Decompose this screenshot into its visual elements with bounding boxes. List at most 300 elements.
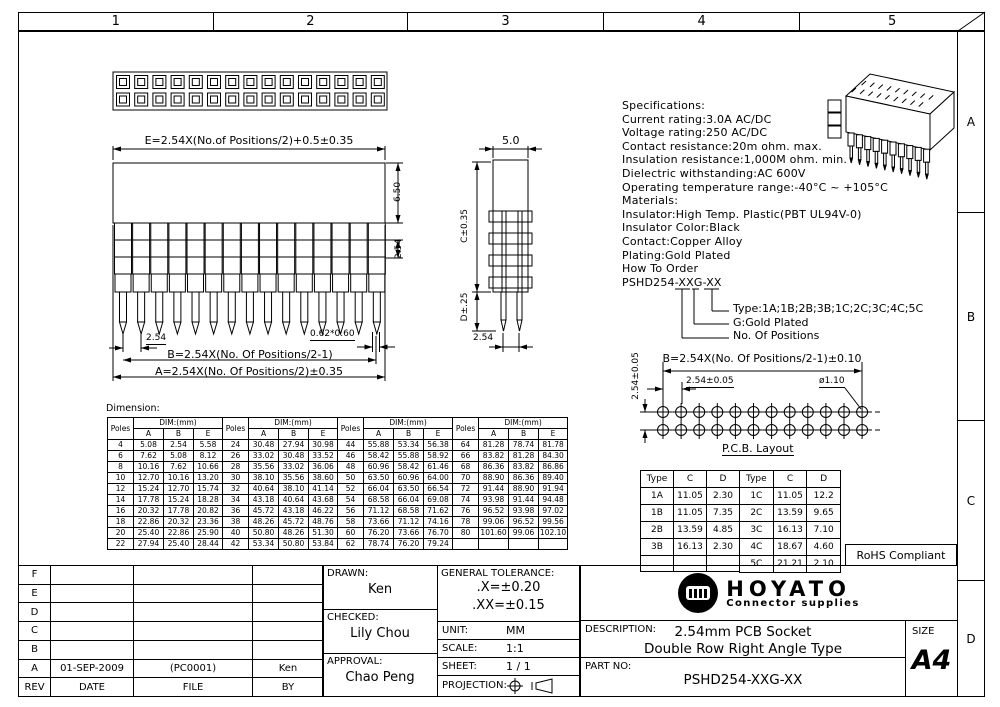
type-header-cell: C (674, 471, 707, 488)
tolerance-block (437, 565, 580, 697)
dim-table-cell: 78.74 (364, 539, 394, 550)
dim-table-cell: 91.44 (479, 484, 509, 495)
revision-cell (51, 622, 134, 641)
dim-table-cell: 58 (338, 517, 364, 528)
revision-cell: A (19, 659, 51, 678)
dim-table-cell: 10 (108, 473, 134, 484)
checked-row (323, 610, 437, 654)
dim-table-cell: 10.66 (194, 462, 223, 473)
dim-table-cell: 64.00 (424, 473, 453, 484)
order-plating-label: G:Gold Plated (733, 316, 809, 329)
company-logo-box (580, 565, 958, 621)
dim-table-cell: 34 (223, 495, 249, 506)
dim-table-cell: 68 (453, 462, 479, 473)
dim-table-cell: 40.64 (249, 484, 279, 495)
dim-table-cell: 60.96 (394, 473, 424, 484)
dim-table-cell: 20.32 (134, 506, 164, 517)
dim-table-cell: 41.14 (309, 484, 338, 495)
zone-number-3: 3 (408, 13, 604, 30)
dim-table-cell: 99.06 (509, 528, 539, 539)
scale-value: 1:1 (506, 642, 524, 655)
type-table-row (641, 505, 740, 522)
description-line-1: 2.54mm PCB Socket (674, 624, 812, 640)
dim-table-cell: 81.28 (509, 451, 539, 462)
dim-pitch-label: 2.54 (146, 333, 167, 343)
dim-height-label: 6.50 (393, 181, 404, 202)
dim-table-cell: 28.44 (194, 539, 223, 550)
dim-table-cell: 40 (223, 528, 249, 539)
dim-table-cell: 74.16 (424, 517, 453, 528)
part-number-box (580, 657, 906, 697)
dim-table-cell: 23.36 (194, 517, 223, 528)
dim-table-cell: 5.58 (194, 440, 223, 451)
dim-subheader: B (279, 429, 309, 440)
dim-subheader: B (509, 429, 539, 440)
dim-table-cell: 42 (223, 539, 249, 550)
type-table-cell: 9.65 (807, 505, 841, 522)
dim-table-row (108, 506, 568, 517)
dim-table-cell: 56.38 (424, 440, 453, 451)
tolerance-line-2: .XX=±0.15 (472, 598, 545, 613)
rohs-badge: RoHS Compliant (845, 544, 957, 566)
tr-el (740, 471, 841, 488)
type-table-cell: 11.05 (674, 488, 707, 505)
dim-subheader: A (364, 429, 394, 440)
dim-table-cell: 81.28 (479, 440, 509, 451)
spec-line: Contact resistance:20m ohm. max. (622, 139, 822, 153)
dim-table-cell: 76.20 (394, 539, 424, 550)
dim-table-cell: 38.60 (309, 473, 338, 484)
tr-el (108, 418, 568, 429)
i-el (699, 589, 702, 598)
dim-table-cell: 86.86 (539, 462, 568, 473)
dim-subheader: A (479, 429, 509, 440)
revision-footer-cell: REV (19, 678, 51, 697)
type-table-row (641, 539, 740, 556)
type-table-cell: 4.85 (707, 522, 740, 539)
dim-table-cell: 12 (108, 484, 134, 495)
dim-table-row (108, 539, 568, 550)
dim-table-cell: 15.24 (164, 495, 194, 506)
dim-table-cell: 48.26 (279, 528, 309, 539)
pcb-hole-label: ø1.10 (819, 376, 845, 386)
dim-table-cell: 66.04 (364, 484, 394, 495)
dim-header-mm: DIM:(mm) (134, 418, 223, 429)
spec-line: Insulator:High Temp. Plastic(PBT UL94V-0) (622, 207, 862, 221)
type-table-right (739, 470, 841, 573)
dim-table-cell: 74 (453, 495, 479, 506)
revision-cell (253, 603, 324, 622)
dim-header-mm: DIM:(mm) (364, 418, 453, 429)
dim-table-cell: 76 (453, 506, 479, 517)
dim-table-cell: 89.40 (539, 473, 568, 484)
dim-header-mm: DIM:(mm) (249, 418, 338, 429)
dim-table-cell: 22.86 (134, 517, 164, 528)
dim-table-cell: 32 (223, 484, 249, 495)
dim-table-cell (509, 539, 539, 550)
dim-table-cell: 46.22 (309, 506, 338, 517)
dim-table-cell: 91.44 (509, 495, 539, 506)
type-table-cell: 2B (641, 522, 674, 539)
dim-table-cell: 40.64 (279, 495, 309, 506)
dim-table-cell: 83.82 (509, 462, 539, 473)
dim-table-cell: 96.52 (509, 517, 539, 528)
zone-number-1: 1 (19, 13, 214, 30)
dim-e-label: E=2.54X(No.of Positions/2)+0.5±0.35 (144, 134, 354, 147)
dim-header-poles: Poles (223, 418, 249, 440)
dim-table-cell: 64 (453, 440, 479, 451)
type-table-cell: 2C (740, 505, 774, 522)
spec-line: Specifications: (622, 99, 706, 112)
revision-cell (253, 584, 324, 603)
dim-table-cell: 97.02 (539, 506, 568, 517)
dim-header-poles: Poles (108, 418, 134, 440)
type-table-cell: 5C (740, 556, 774, 573)
dim-table-cell: 17.78 (164, 506, 194, 517)
dim-table-cell: 33.02 (249, 451, 279, 462)
dim-table-cell: 38.10 (249, 473, 279, 484)
dim-table-cell: 72 (453, 484, 479, 495)
signature-block (322, 565, 438, 697)
dim-table-cell: 13.20 (194, 473, 223, 484)
dim-table-cell: 55.88 (394, 451, 424, 462)
approval-name: Chao Peng (345, 670, 415, 685)
dim-table-cell: 76.70 (424, 528, 453, 539)
dim-table-row (108, 528, 568, 539)
dim-table-cell: 45.72 (279, 517, 309, 528)
dim-subheader: B (394, 429, 424, 440)
dim-table-cell: 93.98 (509, 506, 539, 517)
type-table-cell: 18.67 (773, 539, 807, 556)
dim-header-mm: DIM:(mm) (479, 418, 568, 429)
dim-table-cell: 60 (338, 528, 364, 539)
hoyato-logo-icon (678, 573, 718, 613)
dim-table-cell: 5.08 (134, 440, 164, 451)
dim-table-cell: 27.94 (134, 539, 164, 550)
dim-table-cell: 12.70 (134, 473, 164, 484)
dim-table-row (108, 451, 568, 462)
revision-cell (51, 640, 134, 659)
dim-table-cell: 4 (108, 440, 134, 451)
dim-table-cell: 38.10 (279, 484, 309, 495)
tbody-el (740, 471, 841, 573)
dim-table-cell: 86.36 (509, 473, 539, 484)
dim-subheader: E (424, 429, 453, 440)
revision-cell (253, 622, 324, 641)
dim-table-cell: 22.86 (164, 528, 194, 539)
dim-table-cell: 51.30 (309, 528, 338, 539)
spec-line: Insulator Color:Black (622, 221, 740, 235)
revision-cell: (PC0001) (134, 659, 253, 678)
revision-row (19, 603, 324, 622)
dim-table-cell: 38 (223, 517, 249, 528)
dim-table-cell: 79.24 (424, 539, 453, 550)
revision-row (19, 622, 324, 641)
dim-table-cell: 63.50 (364, 473, 394, 484)
revision-footer-cell: FILE (134, 678, 253, 697)
dim-table-cell: 73.66 (394, 528, 424, 539)
revision-cell: D (19, 603, 51, 622)
type-table-cell: 1C (740, 488, 774, 505)
dim-table-cell: 88.90 (479, 473, 509, 484)
revision-cell: C (19, 622, 51, 641)
zone-strip-top (18, 12, 985, 31)
projection-row (438, 676, 579, 695)
tbody-el (641, 471, 740, 572)
type-header-cell: C (773, 471, 807, 488)
dim-table-cell: 86.36 (479, 462, 509, 473)
dim-table-cell: 55.88 (364, 440, 394, 451)
dim-table-row (108, 495, 568, 506)
tolerance-line-1: .X=±0.20 (476, 580, 541, 595)
revision-cell (134, 584, 253, 603)
type-table-cell: 4C (740, 539, 774, 556)
tolerance-head (438, 566, 579, 622)
dim-table-cell: 91.94 (539, 484, 568, 495)
specifications-block (622, 99, 888, 289)
type-header-cell: D (707, 471, 740, 488)
scale-row (438, 640, 579, 658)
spec-line: Current rating:3.0A AC/DC (622, 112, 772, 126)
dim-subheader: E (194, 429, 223, 440)
sheet-value: 1 / 1 (506, 660, 531, 673)
unit-label: UNIT: (442, 625, 469, 636)
side-width-label: 5.0 (502, 134, 520, 147)
dim-table-row (108, 484, 568, 495)
type-table-cell: 21.21 (773, 556, 807, 573)
dim-table-cell: 46 (338, 451, 364, 462)
dim-table-cell: 7.62 (134, 451, 164, 462)
spec-line: How To Order (622, 262, 699, 276)
dim-table-cell: 53.84 (309, 539, 338, 550)
brand-name: HOYATO (726, 576, 851, 601)
revision-cell: F (19, 566, 51, 585)
sheet-label: SHEET: (442, 661, 477, 672)
revision-cell (134, 603, 253, 622)
revision-cell: Ken (253, 659, 324, 678)
description-label: DESCRIPTION: (585, 624, 657, 635)
dim-table-cell: 94.48 (539, 495, 568, 506)
type-table-cell: 1A (641, 488, 674, 505)
logo-slot-bars (686, 586, 710, 600)
dim-table-cell: 58.42 (394, 462, 424, 473)
projection-label: PROJECTION: (442, 680, 507, 691)
revision-cell (51, 566, 134, 585)
dim-table-cell: 78 (453, 517, 479, 528)
type-table-cell: 13.59 (674, 522, 707, 539)
dim-table-cell: 84.30 (539, 451, 568, 462)
dim-table-cell: 99.56 (539, 517, 568, 528)
unit-value: MM (506, 624, 525, 637)
zone-letter-D: D (966, 631, 976, 646)
dim-table-cell: 52 (338, 484, 364, 495)
type-table-cell: 2.30 (707, 488, 740, 505)
dim-table-cell: 5.08 (164, 451, 194, 462)
revision-footer-cell: DATE (51, 678, 134, 697)
dim-table-cell: 12.70 (164, 484, 194, 495)
type-table-row (740, 539, 841, 556)
type-table-cell: 11.05 (674, 505, 707, 522)
drawn-name: Ken (367, 582, 393, 597)
type-table-cell: 4.60 (807, 539, 841, 556)
type-table-cell: 16.13 (773, 522, 807, 539)
type-header-cell: Type (641, 471, 674, 488)
i-el (689, 589, 692, 598)
dim-pitch-side-label: 2.54 (394, 238, 405, 259)
description-line-2: Double Row Right Angle Type (643, 641, 843, 657)
dim-table-cell: 70 (453, 473, 479, 484)
brand-subtitle: Connector supplies (726, 597, 860, 609)
side-d-label: D±.25 (460, 292, 471, 322)
dim-table-row (108, 440, 568, 451)
dim-table-cell: 20 (108, 528, 134, 539)
dim-table-cell: 71.62 (424, 506, 453, 517)
spec-line: Dielectric withstanding:AC 600V (622, 166, 806, 180)
dim-table-cell: 50.80 (249, 528, 279, 539)
dim-table-cell: 69.08 (424, 495, 453, 506)
type-table-row (641, 522, 740, 539)
checked-label: CHECKED: (327, 612, 379, 623)
dim-table-cell: 50 (338, 473, 364, 484)
revision-table (18, 565, 324, 697)
spec-line: Operating temperature range:-40°C ~ +105°C (622, 180, 888, 194)
dim-table-cell: 24 (223, 440, 249, 451)
zone-strip-right (958, 31, 985, 697)
dim-table-row (108, 462, 568, 473)
revision-row (19, 640, 324, 659)
type-table-cell: 13.59 (773, 505, 807, 522)
dim-table-cell: 63.50 (394, 484, 424, 495)
dim-table-cell: 56 (338, 506, 364, 517)
spec-line: Materials: (622, 194, 679, 208)
dim-table-cell: 43.18 (279, 506, 309, 517)
dim-table-cell: 20.32 (164, 517, 194, 528)
revision-cell (253, 640, 324, 659)
part-number-label: PART NO: (585, 661, 632, 672)
dim-table-cell (539, 539, 568, 550)
dim-table-cell: 53.34 (394, 440, 424, 451)
dim-table-cell: 14 (108, 495, 134, 506)
type-table-cell: 2.30 (707, 539, 740, 556)
dim-table-cell: 101.60 (480, 528, 507, 537)
dim-table-cell: 96.52 (479, 506, 509, 517)
polygon-el (536, 679, 552, 693)
dim-table-cell: 78.74 (509, 440, 539, 451)
type-table-row (740, 505, 841, 522)
approval-row (323, 654, 437, 698)
dim-table-cell: 88.90 (509, 484, 539, 495)
sheet-size-box (905, 620, 958, 697)
checked-name: Lily Chou (350, 626, 410, 641)
dim-table-cell: 71.12 (364, 506, 394, 517)
dim-table-cell: 25.40 (134, 528, 164, 539)
tbody-el (19, 566, 324, 697)
dim-table-cell: 66.04 (394, 495, 424, 506)
dim-table-cell: 36 (223, 506, 249, 517)
dim-table-cell: 58.42 (364, 451, 394, 462)
zone-letter-C: C (958, 421, 984, 581)
revision-cell (51, 603, 134, 622)
dim-table-cell: 71.12 (394, 517, 424, 528)
type-header-cell: Type (740, 471, 774, 488)
dim-subheader: B (164, 429, 194, 440)
approval-label: APPROVAL: (327, 656, 383, 667)
revision-cell (134, 622, 253, 641)
type-table-cell: 16.13 (674, 539, 707, 556)
side-pitch-label: 2.54 (473, 333, 494, 343)
dim-subheader: E (309, 429, 338, 440)
dim-table-cell: 8.12 (194, 451, 223, 462)
dim-table-cell: 20.82 (194, 506, 223, 517)
dim-table-cell: 66.54 (424, 484, 453, 495)
dim-table-cell: 45.72 (249, 506, 279, 517)
dim-table-cell: 93.98 (479, 495, 509, 506)
dim-table-cell: 43.68 (309, 495, 338, 506)
dim-table-cell: 33.02 (279, 462, 309, 473)
dim-table-cell: 99.06 (479, 517, 509, 528)
dim-table-cell: 18.28 (194, 495, 223, 506)
dim-table-cell (453, 539, 479, 550)
dim-table-cell: 30.48 (249, 440, 279, 451)
part-number-value: PSHD254-XXG-XX (683, 672, 803, 688)
dimension-table-label: Dimension: (106, 403, 160, 414)
dim-table-cell: 30.98 (309, 440, 338, 451)
type-table-row (740, 522, 841, 539)
unit-row (438, 622, 579, 640)
spec-line: Plating:Gold Plated (622, 248, 731, 262)
revision-footer-row (19, 678, 324, 697)
dim-subheader: A (134, 429, 164, 440)
dim-table-cell: 15.74 (194, 484, 223, 495)
dim-table-cell: 43.18 (249, 495, 279, 506)
dim-table-cell: 73.66 (364, 517, 394, 528)
pcb-pitch-label: 2.54±0.05 (686, 376, 734, 386)
dim-table-cell: 36.06 (309, 462, 338, 473)
dim-table-cell: 58.92 (424, 451, 453, 462)
dimension-table (107, 417, 568, 550)
order-positions-label: No. Of Positions (733, 329, 820, 342)
dim-table-cell: 66 (453, 451, 479, 462)
dim-table-cell (479, 539, 509, 550)
dim-table-cell: 25.40 (164, 539, 194, 550)
dim-table-cell: 48.26 (249, 517, 279, 528)
type-table-row (740, 488, 841, 505)
dim-table-cell: 61.46 (424, 462, 453, 473)
dim-table-cell: 16 (108, 506, 134, 517)
zone-number-5: 5 (888, 14, 897, 29)
dim-table-cell: 2.54 (164, 440, 194, 451)
i-el (704, 589, 707, 598)
dim-table-cell: 17.78 (134, 495, 164, 506)
type-table-cell: 2.10 (807, 556, 841, 573)
dim-table-cell: 68.58 (394, 506, 424, 517)
dim-table-cell: 22 (108, 539, 134, 550)
type-table-cell: 11.05 (773, 488, 807, 505)
zone-letter-A: A (958, 32, 984, 213)
dim-table-cell: 54 (338, 495, 364, 506)
revision-cell (51, 584, 134, 603)
revision-cell: E (19, 584, 51, 603)
zone-number-4: 4 (604, 13, 801, 30)
dim-table-cell: 50.80 (279, 539, 309, 550)
dim-table-cell: 10.16 (134, 462, 164, 473)
type-table-row (641, 488, 740, 505)
dim-header-poles: Poles (338, 418, 364, 440)
dim-subheader: A (249, 429, 279, 440)
dim-pin-label: 0.62*0.60 (310, 329, 355, 339)
type-table-cell: 12.2 (807, 488, 841, 505)
dim-table-cell: 80 (453, 528, 479, 539)
